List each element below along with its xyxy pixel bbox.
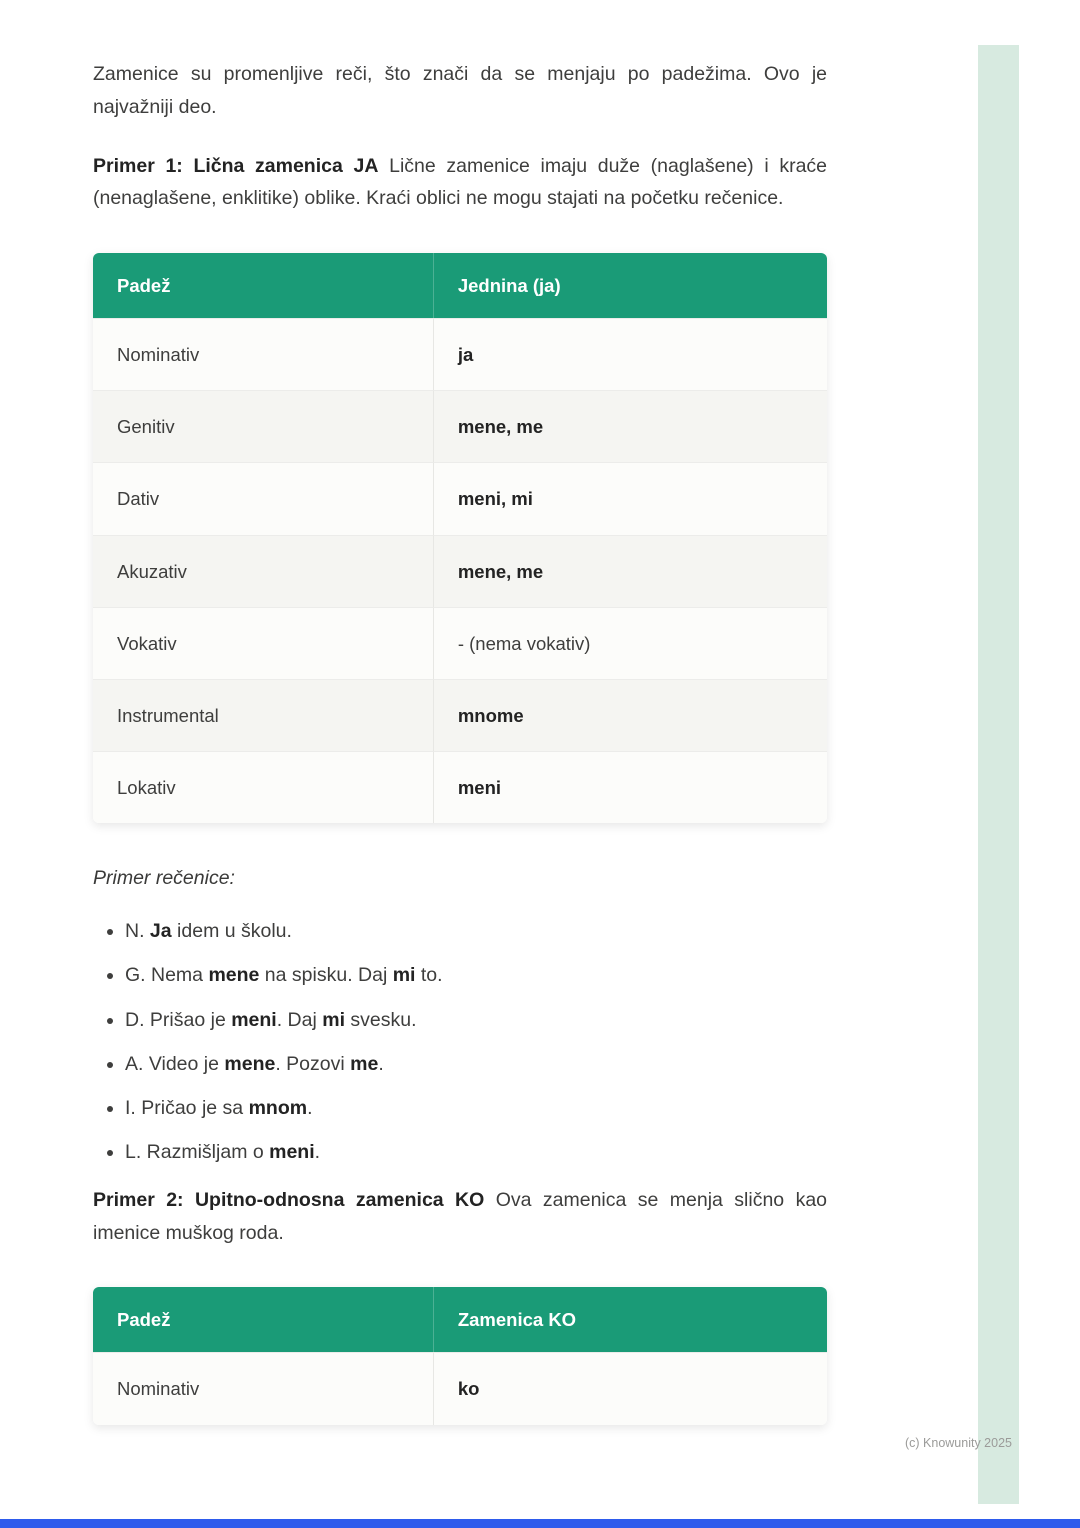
case-cell: Nominativ	[93, 1352, 433, 1424]
column-header: Zamenica KO	[433, 1287, 827, 1352]
intro-paragraph: Zamenice su promenljive reči, što znači da se menjaju po padežima. Ovo je najvažniji deo.	[93, 63, 827, 118]
form-cell: ko	[433, 1352, 827, 1424]
example-item: • I. Pričao je sa mnom.	[125, 1095, 827, 1122]
table-row	[93, 679, 827, 751]
bottom-accent-bar	[0, 1519, 1080, 1528]
column-header: Padež	[93, 253, 433, 318]
primer2-paragraph	[93, 1184, 827, 1250]
table-header-row	[93, 253, 827, 318]
column-header: Padež	[93, 1287, 433, 1352]
table-header-row	[93, 1287, 827, 1352]
case-cell: Genitiv	[93, 390, 433, 462]
example-item: • G. Nema mene na spisku. Daj mi to.	[125, 962, 827, 989]
form-cell: mene, me	[433, 535, 827, 607]
primer1-text: Lične zamenice imaju duže (naglašene) i kraće (nenaglašene, enklitike) oblike. Kraći oblici ne mogu stajati na početku rečenice.	[93, 154, 828, 210]
form-cell: ja	[433, 318, 827, 390]
form-cell: meni, mi	[433, 462, 827, 534]
primer1-title: Primer 1: Lična zamenica JA	[93, 154, 379, 177]
copyright-text: (c) Knowunity 2025	[904, 1436, 1012, 1450]
table-row	[93, 751, 827, 823]
examples-title: Primer rečenice:	[93, 867, 235, 889]
case-cell: Lokativ	[93, 751, 433, 823]
grammar-table	[93, 253, 827, 823]
table-row	[93, 535, 827, 607]
table-row	[93, 390, 827, 462]
form-cell: mene, me	[433, 390, 827, 462]
example-item: • N. Ja idem u školu.	[125, 918, 827, 945]
primer2-text: Ova zamenica se menja slično kao imenice muškog roda.	[93, 1188, 828, 1244]
right-accent-stripe	[978, 45, 1019, 1504]
column-header: Jednina (ja)	[433, 253, 827, 318]
case-cell: Dativ	[93, 462, 433, 534]
form-cell: - (nema vokativ)	[433, 607, 827, 679]
table-row	[93, 607, 827, 679]
example-item: • A. Video je mene. Pozovi me.	[125, 1051, 827, 1078]
document-content	[93, 58, 827, 1469]
case-cell: Akuzativ	[93, 535, 433, 607]
primer1-paragraph	[93, 150, 827, 216]
form-cell: meni	[433, 751, 827, 823]
example-item: • L. Razmišljam o meni.	[125, 1139, 827, 1166]
example-item: • D. Prišao je meni. Daj mi svesku.	[125, 1007, 827, 1034]
example-list	[93, 918, 827, 1167]
declension-table-ko	[93, 1287, 827, 1424]
table-row	[93, 318, 827, 390]
form-cell: mnome	[433, 679, 827, 751]
declension-table-ja	[93, 253, 827, 823]
case-cell: Vokativ	[93, 607, 433, 679]
case-cell: Instrumental	[93, 679, 433, 751]
table-row	[93, 1352, 827, 1424]
table-row	[93, 462, 827, 534]
grammar-table	[93, 1287, 827, 1424]
case-cell: Nominativ	[93, 318, 433, 390]
primer2-title: Primer 2: Upitno-odnosna zamenica KO	[93, 1188, 485, 1211]
